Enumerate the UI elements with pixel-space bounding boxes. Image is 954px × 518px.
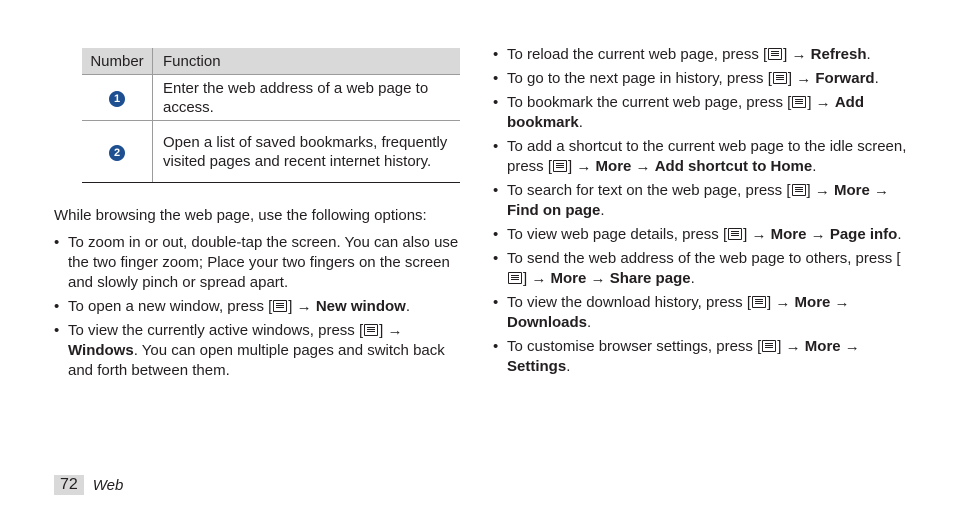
list-item: • To view the download history, press [ ] → More → Downloads. (493, 293, 913, 333)
menu-key-icon (792, 184, 806, 196)
function-text: Open a list of saved bookmarks, frequently visited pages and recent internet history. (153, 121, 461, 183)
menu-key-icon (768, 48, 782, 60)
function-text: Enter the web address of a web page to access. (153, 75, 461, 121)
menu-key-icon (508, 272, 522, 284)
list-item: • To customise browser settings, press [ ] → More → Settings. (493, 337, 913, 377)
table-header-row (82, 48, 460, 75)
menu-key-icon (773, 72, 787, 84)
list-item: • To open a new window, press [ ] → New window. (54, 297, 464, 317)
menu-key-icon (792, 96, 806, 108)
list-item: • To go to the next page in history, press [ ] → Forward. (493, 69, 913, 89)
menu-key-icon (273, 300, 287, 312)
menu-key-icon (728, 228, 742, 240)
number-badge-2: 2 (109, 145, 125, 161)
menu-key-icon (752, 296, 766, 308)
page-footer (54, 475, 123, 495)
function-table (82, 48, 460, 183)
left-option-list (54, 233, 464, 385)
list-item: • To reload the current web page, press [ ] → Refresh. (493, 45, 913, 65)
table-row (82, 121, 460, 183)
number-badge-1: 1 (109, 91, 125, 107)
header-number: Number (82, 48, 153, 75)
intro-text: While browsing the web page, use the following options: (54, 207, 427, 224)
menu-key-icon (762, 340, 776, 352)
list-item: • To search for text on the web page, press [ ] → More → Find on page. (493, 181, 913, 221)
list-item: • To zoom in or out, double-tap the screen. You can also use the two finger zoom; Place your two fingers on the screen and slowly pinch or spread apart. (54, 233, 464, 293)
section-name: Web (92, 476, 124, 494)
menu-key-icon (553, 160, 567, 172)
table-row (82, 75, 460, 121)
list-item: • To add a shortcut to the current web page to the idle screen, press [ ] → More → Add shortcut to Home. (493, 137, 913, 177)
right-option-list (493, 45, 913, 381)
list-item: • To view web page details, press [ ] → More → Page info. (493, 225, 913, 245)
page-number: 72 (54, 475, 84, 495)
list-item: • To send the web address of the web page to others, press [] → More → Share page. (493, 249, 913, 289)
menu-key-icon (364, 324, 378, 336)
list-item: • To bookmark the current web page, press [ ] → Add bookmark. (493, 93, 913, 133)
list-item: • To view the currently active windows, press [ ] → Windows. You can open multiple pages and switch back and forth between them. (54, 321, 464, 381)
header-function: Function (153, 48, 461, 75)
